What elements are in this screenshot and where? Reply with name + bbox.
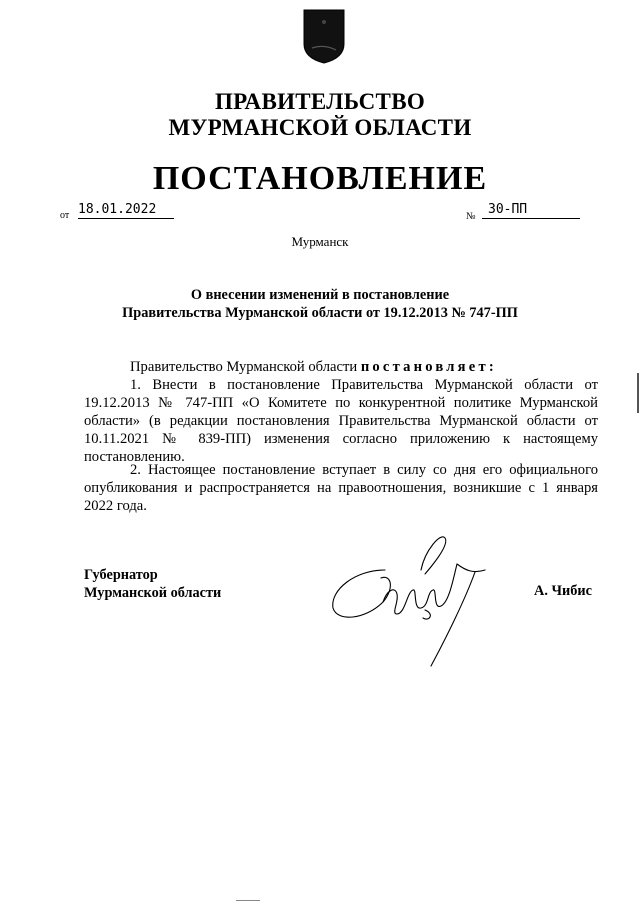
signatory-position-line2: Мурманской области xyxy=(84,585,222,601)
date-prefix: от xyxy=(60,210,70,221)
government-title-line1: ПРАВИТЕЛЬСТВО xyxy=(214,89,426,114)
scan-footer-mark xyxy=(236,900,260,901)
paragraph-2: 2. Настоящее постановление вступает в силу со дня его официального опубликования и распространяется на правоотношения, возникшие с 1 января 2022 года. xyxy=(84,462,598,514)
city-name: Мурманск xyxy=(291,234,349,249)
signatory-position-line1: Губернатор xyxy=(84,567,158,583)
subject-line1: О внесении изменений в постановление xyxy=(190,287,450,303)
scan-edge-mark xyxy=(637,373,639,413)
coat-of-arms-icon xyxy=(302,8,346,64)
signatory-position xyxy=(84,566,221,602)
document-number: 30-ПП xyxy=(482,201,580,219)
decree-intro xyxy=(84,358,598,376)
number-prefix: № xyxy=(466,211,476,222)
decree-intro-text: Правительство Мурманской области xyxy=(130,359,361,375)
signature-icon xyxy=(325,530,510,670)
paragraph-1: 1. Внести в постановление Правительства Мурманской области от 19.12.2013 № 747-ПП «О Комитете по конкурентной политике Мурманской области» (в редакции постановления Правительства Мурманской области от 10.11.2021 № 839-ПП) изменения согласно приложению к настоящему постановлению. xyxy=(84,377,598,465)
government-title-line2: МУРМАНСКОЙ ОБЛАСТИ xyxy=(168,115,472,140)
document-type-title: ПОСТАНОВЛЕНИЕ xyxy=(152,160,488,197)
document-date: 18.01.2022 xyxy=(78,201,174,219)
signatory-name: А. Чибис xyxy=(534,583,592,599)
decree-keyword: постановляет: xyxy=(360,359,497,375)
subject-line2: Правительства Мурманской области от 19.12.2013 № 747-ПП xyxy=(122,305,518,321)
